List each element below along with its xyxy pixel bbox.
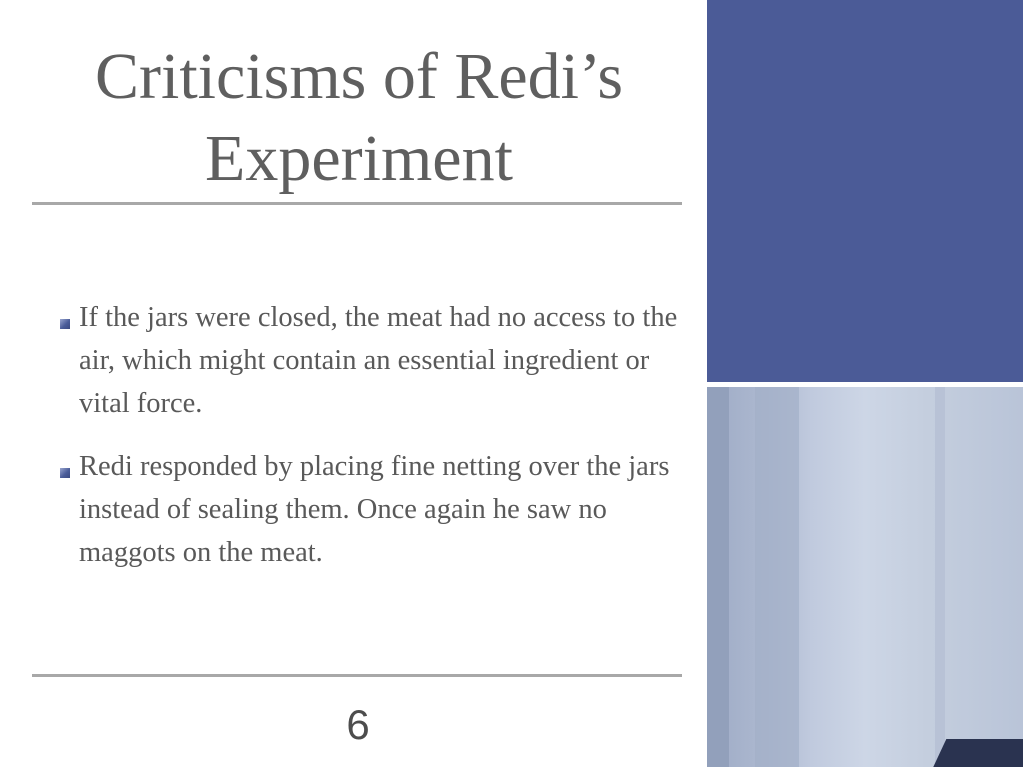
title-divider — [32, 202, 682, 205]
side-panel — [707, 0, 1023, 767]
bullet-item — [60, 445, 685, 574]
page-number: 6 — [346, 701, 370, 748]
decorative-photo — [707, 387, 1023, 767]
bullet-item — [60, 296, 685, 425]
photo-shadow-stripe — [755, 387, 799, 767]
footer-divider — [32, 674, 682, 677]
photo-shadow-stripe — [707, 387, 729, 767]
bullet-list — [60, 296, 685, 594]
bullet-text: Redi responded by placing fine netting over the jars instead of sealing them. Once again he saw no maggots on the meat. — [79, 451, 670, 568]
bullet-text: If the jars were closed, the meat had no access to the air, which might contain an essential ingredient or vital force. — [79, 302, 678, 419]
square-bullet-icon — [60, 319, 70, 329]
slide-title: Criticisms of Redi’s Experiment — [95, 40, 623, 195]
photo-shadow-stripe — [935, 387, 945, 767]
accent-blue-block — [707, 0, 1023, 382]
square-bullet-icon — [60, 468, 70, 478]
